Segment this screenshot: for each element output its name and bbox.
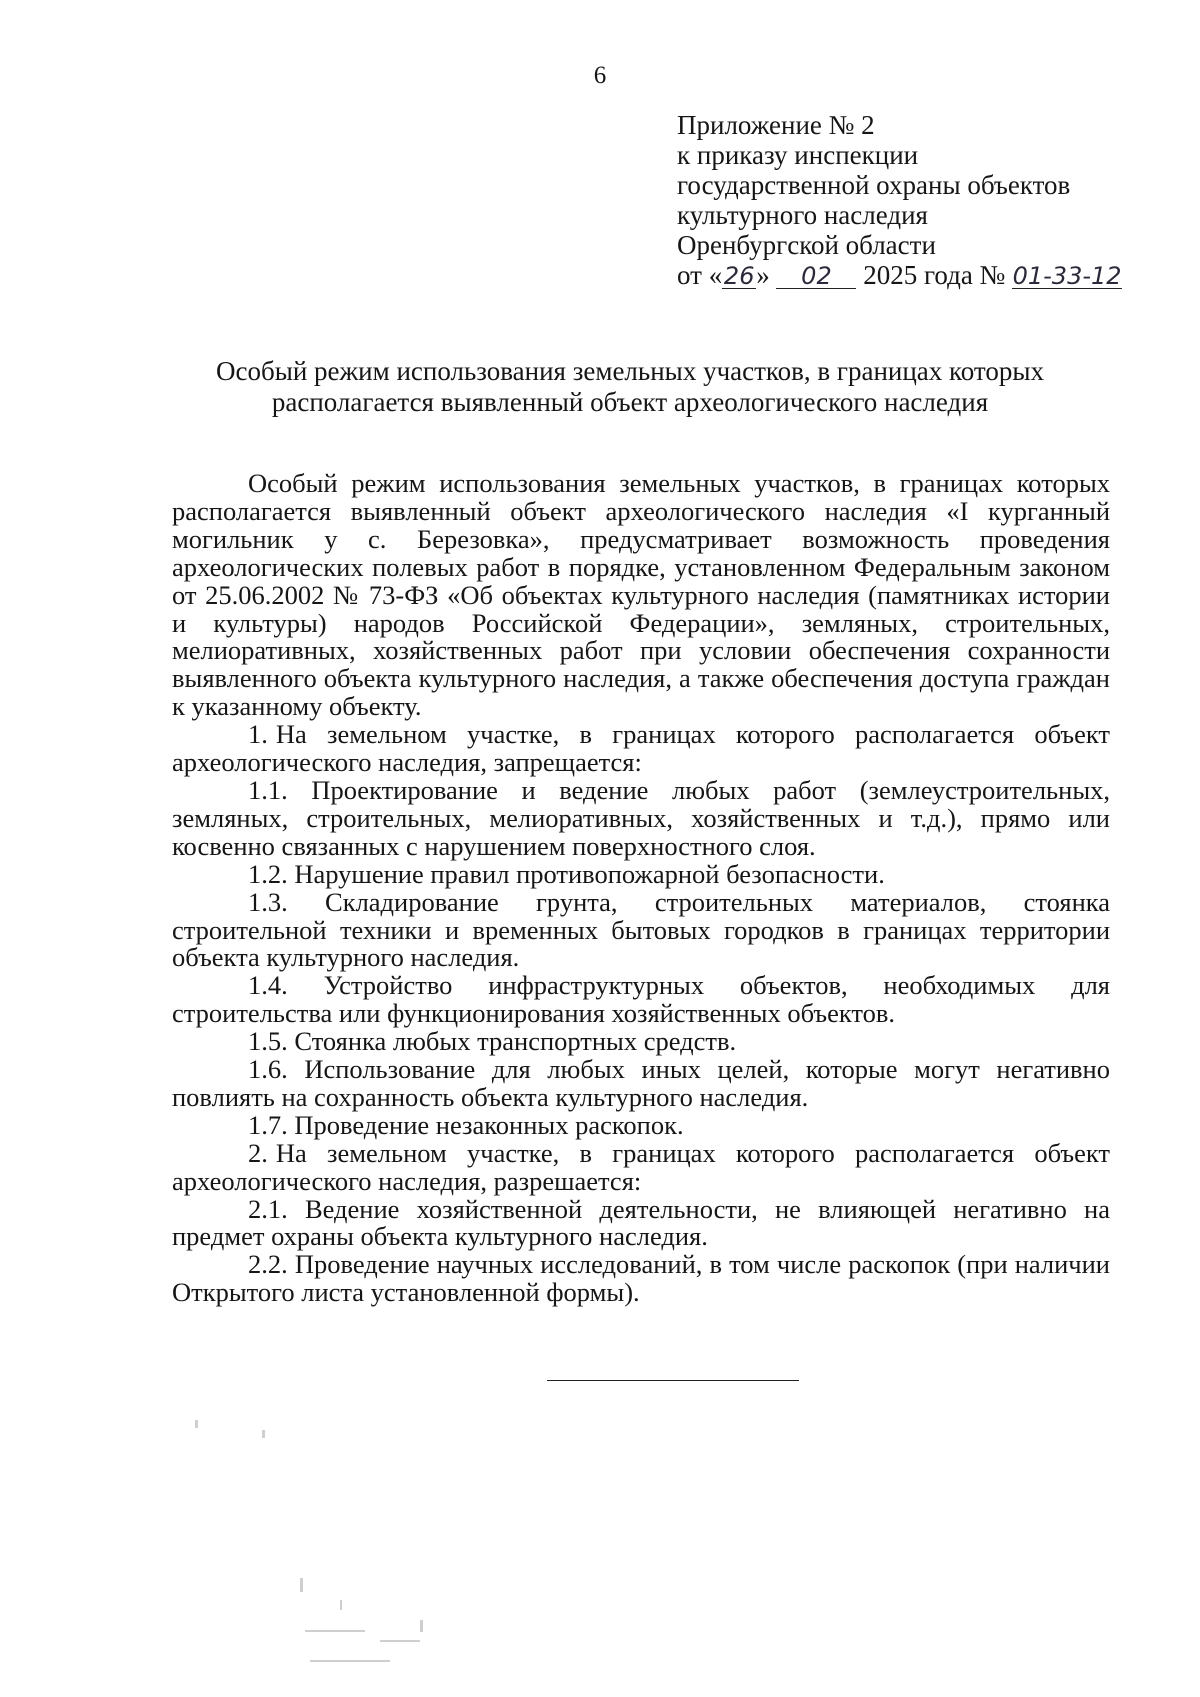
date-mid: » xyxy=(756,260,770,290)
scan-noise xyxy=(300,1578,303,1592)
scan-noise xyxy=(305,1630,365,1632)
paragraph-item-1 xyxy=(172,721,1110,777)
date-year: 2025 года № xyxy=(863,260,1006,290)
paragraph-item-1-7: 1.7. Проведение незаконных раскопок. xyxy=(248,1109,684,1140)
handwritten-order-number: 01-33-12 xyxy=(1012,262,1122,290)
appendix-line: Оренбургской области xyxy=(677,230,936,260)
paragraph-item-1-4: 1.4. Устройство инфраструктурных объектов, необходимых для строительства или функционирования хозяйственных объектов. xyxy=(172,970,1110,1029)
appendix-line: Приложение № 2 xyxy=(677,110,875,140)
scan-noise xyxy=(262,1430,265,1438)
appendix-date-line xyxy=(677,260,1122,290)
date-prefix: от « xyxy=(677,260,723,290)
handwritten-month: 02 xyxy=(776,264,856,289)
item-number: 2. xyxy=(248,1137,268,1168)
scan-noise xyxy=(310,1660,390,1662)
appendix-header xyxy=(677,110,1122,290)
paragraph-item-2 xyxy=(172,1137,1110,1196)
paragraph-item-1-2: 1.2. Нарушение правил противопожарной безопасности. xyxy=(248,858,885,889)
paragraph-item-1-3: 1.3. Складирование грунта, строительных материалов, стоянка строительной техники и временных бытовых городков в границах территории объекта культурного наследия. xyxy=(172,886,1110,973)
handwritten-day: 26 xyxy=(723,262,755,290)
scan-noise xyxy=(380,1640,420,1642)
paragraph-item-1-6: 1.6. Использование для любых иных целей, которые могут негативно повлиять на сохранность объекта культурного наследия. xyxy=(172,1054,1110,1112)
appendix-line: к приказу инспекции xyxy=(677,140,919,170)
title-line: располагается выявленный объект археологического наследия xyxy=(271,387,989,417)
item-text: На земельном участке, в границах которого располагается объект археологического наследия, запрещается: xyxy=(172,719,1110,778)
document-title xyxy=(170,356,1090,418)
appendix-line: государственной охраны объектов xyxy=(677,170,1071,200)
paragraph-item-2-1: 2.1. Ведение хозяйственной деятельности, не влияющей негативно на предмет охраны объекта культурного наследия. xyxy=(172,1193,1110,1252)
paragraph-item-2-2: 2.2. Проведение научных исследований, в том числе раскопок (при наличии Открытого листа установленной формы). xyxy=(172,1249,1110,1308)
title-line: Особый режим использования земельных участков, в границах которых xyxy=(215,356,1045,386)
paragraph-item-1-5: 1.5. Стоянка любых транспортных средств. xyxy=(248,1026,737,1057)
end-of-document-rule xyxy=(547,1380,799,1381)
paragraph-item-1-1: 1.1. Проектирование и ведение любых работ (землеустроительных, земляных, строительных, мелиоративных, хозяйственных и т.д.), прямо или косвенно связанных с нарушением поверхностного слоя. xyxy=(172,774,1110,861)
item-number: 1. xyxy=(248,719,268,750)
page-number: 6 xyxy=(593,62,607,89)
scan-noise xyxy=(420,1620,423,1632)
appendix-line: культурного наследия xyxy=(677,200,928,230)
scan-noise xyxy=(195,1420,198,1428)
document-body xyxy=(172,470,1110,1307)
scan-noise xyxy=(340,1600,342,1610)
item-text: На земельном участке, в границах которого располагается объект археологического наследия, разрешается: xyxy=(172,1137,1110,1196)
intro-paragraph: Особый режим использования земельных участков, в границах которых располагается выявленный объект археологического наследия «I курганный могильник у с. Березовка», предусматривает возможность проведения археологических полевых работ в порядке, установленном Федеральным законом от 25.06.2002 № 73-ФЗ «Об объектах культурного наследия (памятниках истории и культуры) народов Российской Федерации», земляных, строительных, мелиоративных, хозяйственных работ при условии обеспечения сохранности выявленного объекта культурного наследия, а также обеспечения доступа граждан к указанному объекту. xyxy=(172,468,1110,722)
